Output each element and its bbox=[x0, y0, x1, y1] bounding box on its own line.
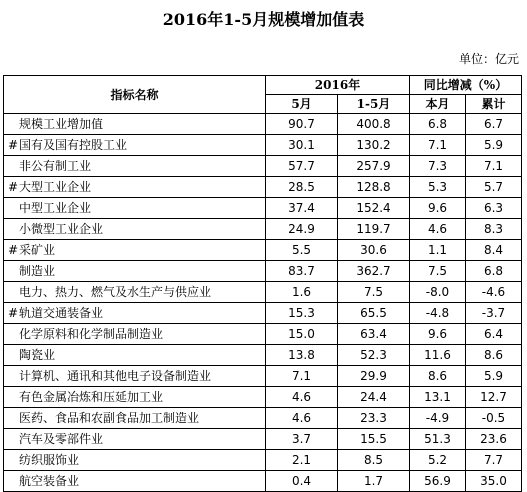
row-name-cell bbox=[4, 471, 266, 492]
cell-jan-may: 152.4 bbox=[338, 198, 410, 219]
table-row bbox=[4, 387, 522, 408]
cell-cumulative: 6.3 bbox=[466, 198, 522, 219]
cell-jan-may: 7.5 bbox=[338, 282, 410, 303]
cell-cumulative: 8.4 bbox=[466, 240, 522, 261]
row-mark: # bbox=[8, 180, 19, 194]
row-name: 规模工业增加值 bbox=[19, 117, 104, 131]
row-name-cell bbox=[4, 240, 266, 261]
value-added-table bbox=[3, 75, 522, 492]
row-name-cell bbox=[4, 408, 266, 429]
cell-jan-may: 30.6 bbox=[338, 240, 410, 261]
row-name: 大型工业企业 bbox=[19, 180, 92, 194]
header-row-1 bbox=[4, 76, 522, 95]
cell-cumulative: 5.7 bbox=[466, 177, 522, 198]
cell-may: 90.7 bbox=[266, 114, 338, 135]
cell-cumulative: 35.0 bbox=[466, 471, 522, 492]
table-row bbox=[4, 429, 522, 450]
cell-jan-may: 29.9 bbox=[338, 366, 410, 387]
table-row bbox=[4, 366, 522, 387]
cell-may: 1.6 bbox=[266, 282, 338, 303]
cell-cumulative: -4.6 bbox=[466, 282, 522, 303]
cell-jan-may: 400.8 bbox=[338, 114, 410, 135]
row-name-cell bbox=[4, 219, 266, 240]
header-cumulative: 累计 bbox=[466, 95, 522, 114]
cell-jan-may: 257.9 bbox=[338, 156, 410, 177]
row-name-cell bbox=[4, 345, 266, 366]
header-this-month: 本月 bbox=[410, 95, 466, 114]
cell-cumulative: 6.7 bbox=[466, 114, 522, 135]
cell-may: 15.0 bbox=[266, 324, 338, 345]
cell-this-month: 8.6 bbox=[410, 366, 466, 387]
cell-this-month: 4.6 bbox=[410, 219, 466, 240]
row-name: 计算机、通讯和其他电子设备制造业 bbox=[19, 369, 212, 383]
table-row bbox=[4, 198, 522, 219]
row-name: 非公有制工业 bbox=[19, 159, 92, 173]
cell-jan-may: 362.7 bbox=[338, 261, 410, 282]
cell-may: 37.4 bbox=[266, 198, 338, 219]
cell-jan-may: 23.3 bbox=[338, 408, 410, 429]
cell-cumulative: 8.3 bbox=[466, 219, 522, 240]
cell-this-month: 7.3 bbox=[410, 156, 466, 177]
cell-jan-may: 1.7 bbox=[338, 471, 410, 492]
row-name-cell bbox=[4, 198, 266, 219]
cell-may: 5.5 bbox=[266, 240, 338, 261]
table-row bbox=[4, 324, 522, 345]
row-name-cell bbox=[4, 177, 266, 198]
cell-may: 0.4 bbox=[266, 471, 338, 492]
row-name: 采矿业 bbox=[19, 243, 56, 257]
cell-jan-may: 63.4 bbox=[338, 324, 410, 345]
cell-jan-may: 65.5 bbox=[338, 303, 410, 324]
row-name-cell bbox=[4, 282, 266, 303]
header-indicator-name: 指标名称 bbox=[4, 76, 266, 114]
row-mark: # bbox=[8, 243, 19, 257]
row-name-cell bbox=[4, 261, 266, 282]
row-mark: # bbox=[8, 138, 19, 152]
header-growth-group: 同比增减（%） bbox=[410, 76, 522, 95]
row-name-cell bbox=[4, 303, 266, 324]
cell-this-month: 11.6 bbox=[410, 345, 466, 366]
header-jan-may: 1-5月 bbox=[338, 95, 410, 114]
row-name-cell bbox=[4, 366, 266, 387]
cell-this-month: 56.9 bbox=[410, 471, 466, 492]
row-mark: # bbox=[8, 306, 19, 320]
row-name-cell bbox=[4, 156, 266, 177]
row-name: 化学原料和化学制品制造业 bbox=[19, 327, 164, 341]
cell-this-month: 7.1 bbox=[410, 135, 466, 156]
table-row bbox=[4, 450, 522, 471]
table-row bbox=[4, 135, 522, 156]
table-body bbox=[4, 114, 522, 492]
cell-jan-may: 128.8 bbox=[338, 177, 410, 198]
cell-may: 7.1 bbox=[266, 366, 338, 387]
cell-may: 57.7 bbox=[266, 156, 338, 177]
row-name: 制造业 bbox=[19, 264, 56, 278]
cell-cumulative: -0.5 bbox=[466, 408, 522, 429]
cell-jan-may: 15.5 bbox=[338, 429, 410, 450]
cell-cumulative: 7.7 bbox=[466, 450, 522, 471]
cell-this-month: 9.6 bbox=[410, 324, 466, 345]
cell-cumulative: 7.1 bbox=[466, 156, 522, 177]
cell-may: 4.6 bbox=[266, 408, 338, 429]
table-row bbox=[4, 114, 522, 135]
row-name-cell bbox=[4, 429, 266, 450]
table-row bbox=[4, 345, 522, 366]
row-name-cell bbox=[4, 387, 266, 408]
table-row bbox=[4, 282, 522, 303]
cell-cumulative: 5.9 bbox=[466, 135, 522, 156]
cell-may: 2.1 bbox=[266, 450, 338, 471]
cell-jan-may: 130.2 bbox=[338, 135, 410, 156]
cell-cumulative: -3.7 bbox=[466, 303, 522, 324]
table-row bbox=[4, 408, 522, 429]
cell-may: 24.9 bbox=[266, 219, 338, 240]
row-name-cell bbox=[4, 114, 266, 135]
cell-this-month: 5.2 bbox=[410, 450, 466, 471]
cell-cumulative: 8.6 bbox=[466, 345, 522, 366]
cell-may: 83.7 bbox=[266, 261, 338, 282]
table-row bbox=[4, 261, 522, 282]
cell-may: 28.5 bbox=[266, 177, 338, 198]
cell-cumulative: 6.8 bbox=[466, 261, 522, 282]
cell-may: 13.8 bbox=[266, 345, 338, 366]
row-name: 轨道交通装备业 bbox=[19, 306, 104, 320]
row-name: 小微型工业企业 bbox=[19, 222, 104, 236]
cell-this-month: 5.3 bbox=[410, 177, 466, 198]
cell-jan-may: 24.4 bbox=[338, 387, 410, 408]
row-name-cell bbox=[4, 450, 266, 471]
cell-may: 15.3 bbox=[266, 303, 338, 324]
row-name: 中型工业企业 bbox=[19, 201, 92, 215]
table-title: 2016年1-5月规模增加值表 bbox=[162, 10, 365, 29]
cell-jan-may: 52.3 bbox=[338, 345, 410, 366]
cell-this-month: 51.3 bbox=[410, 429, 466, 450]
cell-this-month: -4.9 bbox=[410, 408, 466, 429]
cell-cumulative: 5.9 bbox=[466, 366, 522, 387]
cell-may: 30.1 bbox=[266, 135, 338, 156]
table-row bbox=[4, 219, 522, 240]
row-name: 国有及国有控股工业 bbox=[19, 138, 128, 152]
cell-cumulative: 6.4 bbox=[466, 324, 522, 345]
cell-this-month: 13.1 bbox=[410, 387, 466, 408]
cell-this-month: -4.8 bbox=[410, 303, 466, 324]
table-row bbox=[4, 240, 522, 261]
row-name: 陶瓷业 bbox=[19, 348, 56, 362]
row-name: 航空装备业 bbox=[19, 474, 80, 488]
cell-this-month: -8.0 bbox=[410, 282, 466, 303]
table-row bbox=[4, 177, 522, 198]
row-name: 医药、食品和农副食品加工制造业 bbox=[19, 411, 200, 425]
cell-this-month: 6.8 bbox=[410, 114, 466, 135]
table-row bbox=[4, 303, 522, 324]
table-row bbox=[4, 471, 522, 492]
header-may: 5月 bbox=[266, 95, 338, 114]
cell-jan-may: 119.7 bbox=[338, 219, 410, 240]
cell-cumulative: 12.7 bbox=[466, 387, 522, 408]
cell-this-month: 9.6 bbox=[410, 198, 466, 219]
table-row bbox=[4, 156, 522, 177]
row-name: 有色金属冶炼和压延加工业 bbox=[19, 390, 164, 404]
row-name-cell bbox=[4, 324, 266, 345]
row-name: 汽车及零部件业 bbox=[19, 432, 104, 446]
cell-this-month: 7.5 bbox=[410, 261, 466, 282]
cell-jan-may: 8.5 bbox=[338, 450, 410, 471]
header-year-group: 2016年 bbox=[266, 76, 410, 95]
row-name: 电力、热力、燃气及水生产与供应业 bbox=[19, 285, 212, 299]
cell-may: 4.6 bbox=[266, 387, 338, 408]
row-name-cell bbox=[4, 135, 266, 156]
unit-label: 单位：亿元 bbox=[458, 52, 519, 66]
cell-this-month: 1.1 bbox=[410, 240, 466, 261]
row-name: 纺织服饰业 bbox=[19, 453, 80, 467]
cell-cumulative: 23.6 bbox=[466, 429, 522, 450]
cell-may: 3.7 bbox=[266, 429, 338, 450]
